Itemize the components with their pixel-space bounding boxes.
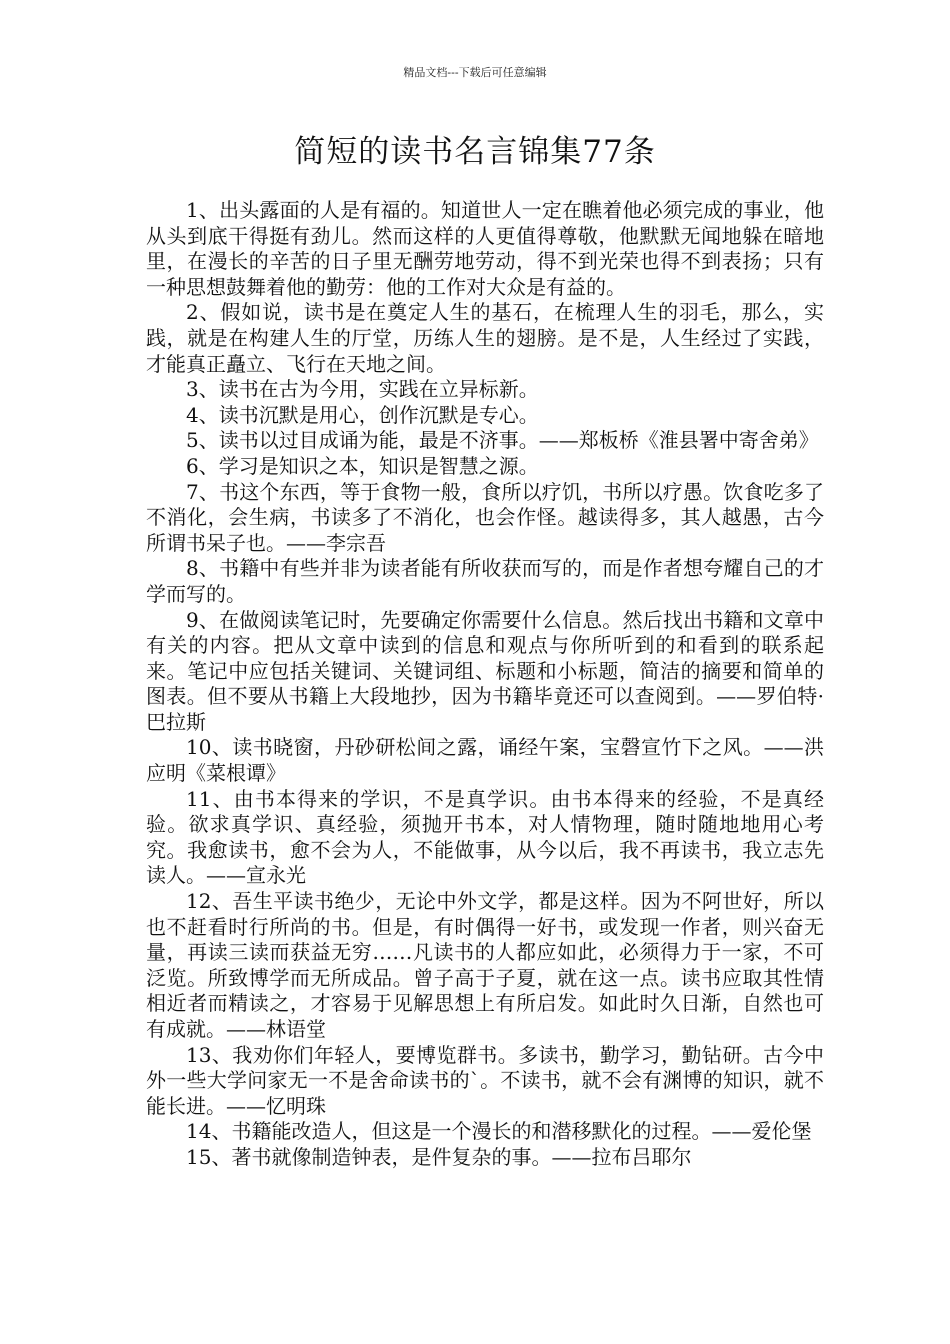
document-title: 简短的读书名言锦集77条 — [294, 134, 656, 170]
quote-paragraph-8: 8、书籍中有些并非为读者能有所收获而写的，而是作者想夸耀自己的才学而写的。 — [146, 556, 824, 606]
quote-paragraph-4: 4、读书沉默是用心，创作沉默是专心。 — [186, 402, 539, 427]
quote-paragraph-11: 11、由书本得来的学识，不是真学识。由书本得来的经验，不是真经验。欲求真学识、真经验，须抛开书本，对人情物理，随时随地地用心考究。我愈读书，愈不会为人，不能做事，从今以后，我不再读书，我立志先读人。——宣永光 — [146, 786, 824, 888]
quote-paragraph-7: 7、书这个东西，等于食物一般，食所以疗饥，书所以疗愚。饮食吃多了不消化，会生病，书读多了不消化，也会作怪。越读得多，其人越愚，古今所谓书呆子也。——李宗吾 — [146, 479, 824, 555]
quote-paragraph-9: 9、在做阅读笔记时，先要确定你需要什么信息。然后找出书籍和文章中有关的内容。把从文章中读到的信息和观点与你所听到的和看到的联系起来。笔记中应包括关键词、关键词组、标题和小标题，简洁的摘要和简单的图表。但不要从书籍上大段地抄，因为书籍毕竟还可以查阅到。——罗伯特·巴拉斯 — [146, 607, 824, 734]
quote-paragraph-12: 12、吾生平读书绝少，无论中外文学，都是这样。因为不阿世好，所以也不赶看时行所尚的书。但是，有时偶得一好书，或发现一作者，则兴奋无量，再读三读而获益无穷……凡读书的人都应如此，必须得力于一家，不可泛览。所致博学而无所成品。曾子高于子夏，就在这一点。读书应取其性情相近者而精读之，才容易于见解思想上有所启发。如此时久日渐，自然也可有成就。——林语堂 — [146, 889, 824, 1041]
quote-paragraph-2: 2、假如说，读书是在奠定人生的基石，在梳理人生的羽毛，那么，实践，就是在构建人生的厅堂，历练人生的翅膀。是不是，人生经过了实践，才能真正矗立、飞行在天地之间。 — [146, 300, 824, 376]
quote-paragraph-14: 14、书籍能改造人，但这是一个漫长的和潜移默化的过程。——爱伦堡 — [186, 1119, 812, 1144]
quote-paragraph-10: 10、读书晓窗，丹砂研松间之露，诵经午案，宝磬宣竹下之风。——洪应明《菜根谭》 — [146, 735, 824, 786]
header-note: 精品文档---下载后可任意编辑 — [403, 66, 547, 79]
quote-paragraph-15: 15、著书就像制造钟表，是件复杂的事。——拉布吕耶尔 — [186, 1144, 692, 1169]
quote-paragraph-13: 13、我劝你们年轻人，要博览群书。多读书，勤学习，勤钻研。古今中外一些大学问家无一不是舍命读书的`。不读书，就不会有渊博的知识，就不能长进。——忆明珠 — [146, 1042, 824, 1118]
quote-paragraph-3: 3、读书在古为今用，实践在立异标新。 — [186, 377, 539, 402]
quote-paragraph-5: 5、读书以过目成诵为能，最是不济事。——郑板桥《淮县署中寄舍弟》 — [186, 428, 819, 453]
quote-list — [146, 198, 824, 1171]
quote-paragraph-1: 1、出头露面的人是有福的。知道世人一定在瞧着他必须完成的事业，他从头到底干得挺有劲儿。然而这样的人更值得尊敬，他默默无闻地躲在暗地里，在漫长的辛苦的日子里无酬劳地劳动，得不到光荣也得不到表扬；只有一种思想鼓舞着他的勤劳：他的工作对大众是有益的。 — [146, 198, 824, 299]
quote-paragraph-6: 6、学习是知识之本，知识是智慧之源。 — [186, 453, 539, 478]
